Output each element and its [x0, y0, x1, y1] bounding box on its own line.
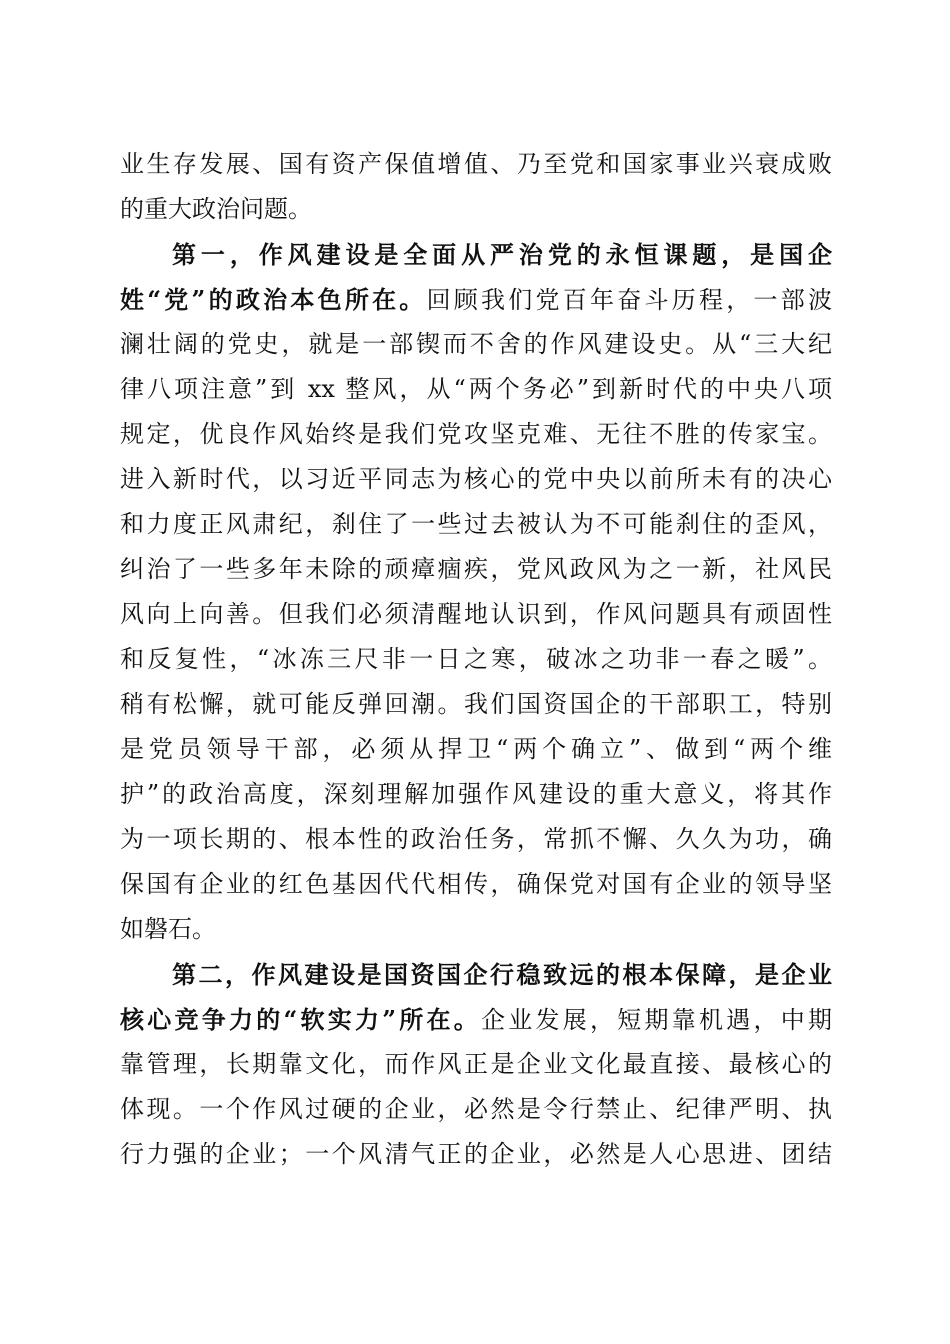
document-body [120, 142, 832, 1177]
text-line [120, 637, 832, 682]
bold-heading-text: 第二，作风建设是国资国企行稳致远的根本保障，是企业 [172, 960, 832, 989]
body-text: 行力强的企业；一个风清气正的企业，必然是人心思进、团结 [120, 1140, 832, 1168]
body-text: 风向上向善。但我们必须清醒地认识到，作风问题具有顽固性 [120, 600, 832, 628]
body-text: 规定，优良作风始终是我们党攻坚克难、无往不胜的传家宝。 [120, 420, 832, 448]
paragraph [120, 952, 832, 1177]
text-line [120, 232, 832, 277]
body-text: 为一项长期的、根本性的政治任务，常抓不懈、久久为功，确 [120, 825, 832, 853]
body-text: 的重大政治问题。 [120, 195, 312, 223]
text-line [120, 502, 832, 547]
body-text: 律八项注意”到 xx 整风，从“两个务必”到新时代的中央八项 [120, 375, 832, 403]
bold-heading-text: 第一，作风建设是全面从严治党的永恒课题，是国企 [172, 240, 832, 269]
text-line [120, 682, 832, 727]
body-text: 企业发展，短期靠机遇，中期 [481, 1006, 833, 1034]
body-text: 业生存发展、国有资产保值增值、乃至党和国家事业兴衰成败 [120, 150, 832, 178]
body-text: 进入新时代，以习近平同志为核心的党中央以前所未有的决心 [120, 465, 832, 493]
body-text: 和力度正风肃纪，刹住了一些过去被认为不可能刹住的歪风， [120, 510, 832, 538]
body-text: 澜壮阔的党史，就是一部锲而不舍的作风建设史。从“三大纪 [120, 330, 832, 358]
body-text: 护”的政治高度，深刻理解加强作风建设的重大意义，将其作 [120, 780, 832, 808]
text-line [120, 457, 832, 502]
text-line [120, 322, 832, 367]
body-text: 纠治了一些多年未除的顽瘴痼疾，党风政风为之一新，社风民 [120, 555, 832, 583]
body-text: 靠管理，长期靠文化，而作风正是企业文化最直接、最核心的 [120, 1050, 832, 1078]
text-line [120, 862, 832, 907]
body-text: 和反复性，“冰冻三尺非一日之寒，破冰之功非一春之暖”。 [120, 645, 832, 673]
text-line [120, 817, 832, 862]
text-line [120, 952, 832, 997]
bold-heading-text: 核心竞争力的“软实力”所在。 [120, 1005, 482, 1034]
text-line [120, 547, 832, 592]
text-line [120, 142, 832, 187]
text-line [120, 997, 832, 1042]
text-line [120, 187, 832, 232]
bold-heading-text: 姓“党”的政治本色所在。 [120, 285, 427, 314]
text-line [120, 412, 832, 457]
body-text: 回顾我们党百年奋斗历程，一部波 [426, 286, 833, 314]
body-text: 保国有企业的红色基因代代相传，确保党对国有企业的领导坚 [120, 870, 832, 898]
body-text: 如磐石。 [120, 915, 216, 943]
text-line [120, 1132, 832, 1177]
text-line [120, 592, 832, 637]
text-line [120, 772, 832, 817]
text-line [120, 907, 832, 952]
paragraph [120, 232, 832, 952]
text-line [120, 1042, 832, 1087]
text-line [120, 727, 832, 772]
text-line [120, 367, 832, 412]
body-text: 稍有松懈，就可能反弹回潮。我们国资国企的干部职工，特别 [120, 690, 832, 718]
text-line [120, 277, 832, 322]
body-text: 是党员领导干部，必须从捍卫“两个确立”、做到“两个维 [120, 735, 832, 763]
text-line [120, 1087, 832, 1132]
paragraph [120, 142, 832, 232]
body-text: 体现。一个作风过硬的企业，必然是令行禁止、纪律严明、执 [120, 1095, 832, 1123]
